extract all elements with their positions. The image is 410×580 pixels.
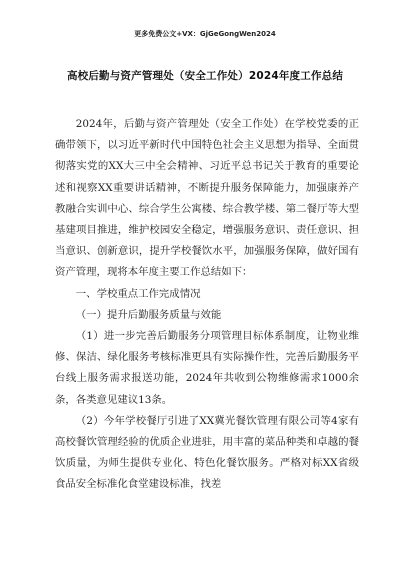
paragraph-item-2: （2）今年学校餐厅引进了XX冀光餐饮管理有限公司等4家有高校餐饮管理经验的优质企业进驻，用丰富的菜品种类和卓越的餐饮质量，为师生提供专业化、特色化餐饮服务。严格对标XX省级食品安全标准化食堂建设标准，找差 xyxy=(55,414,359,491)
header-note: 更多免费公文+VX：GjGeGongWen2024 xyxy=(134,30,276,38)
paragraph-intro: 2024年，后勤与资产管理处（安全工作处）在学校党委的正确带领下，以习近平新时代中国特色社会主义思想为指导、全面贯彻落实党的XX大三中全会精神、习近平总书记关于教育的重要论述和视察XX重要讲话精神，不断提升服务保障能力，加强康养产教融合实训中心、综合学生公寓楼、综合教学楼、第二餐厅等大型基建项目推进，维护校园安全稳定，增强服务意识、责任意识、担当意识、创新意识，提升学校餐饮水平，加强服务保障，做好国有资产管理，现将本年度主要工作总结如下： xyxy=(55,118,359,279)
heading-section-1: 一、学校重点工作完成情况 xyxy=(75,287,201,300)
document-body xyxy=(55,114,359,496)
document-title: 高校后勤与资产管理处（安全工作处）2024年度工作总结 xyxy=(66,70,344,82)
paragraph-item-1: （1）进一步完善后勤服务分项管理目标体系制度，让物业维修、保洁、绿化服务考核标准更具有实际操作性，完善后勤服务平台线上服务需求报送功能，2024年共收到公物维修需求1000余条，各类意见建议13条。 xyxy=(55,330,359,406)
heading-subsection-1: （一）提升后勤服务质量与效能 xyxy=(75,308,222,321)
